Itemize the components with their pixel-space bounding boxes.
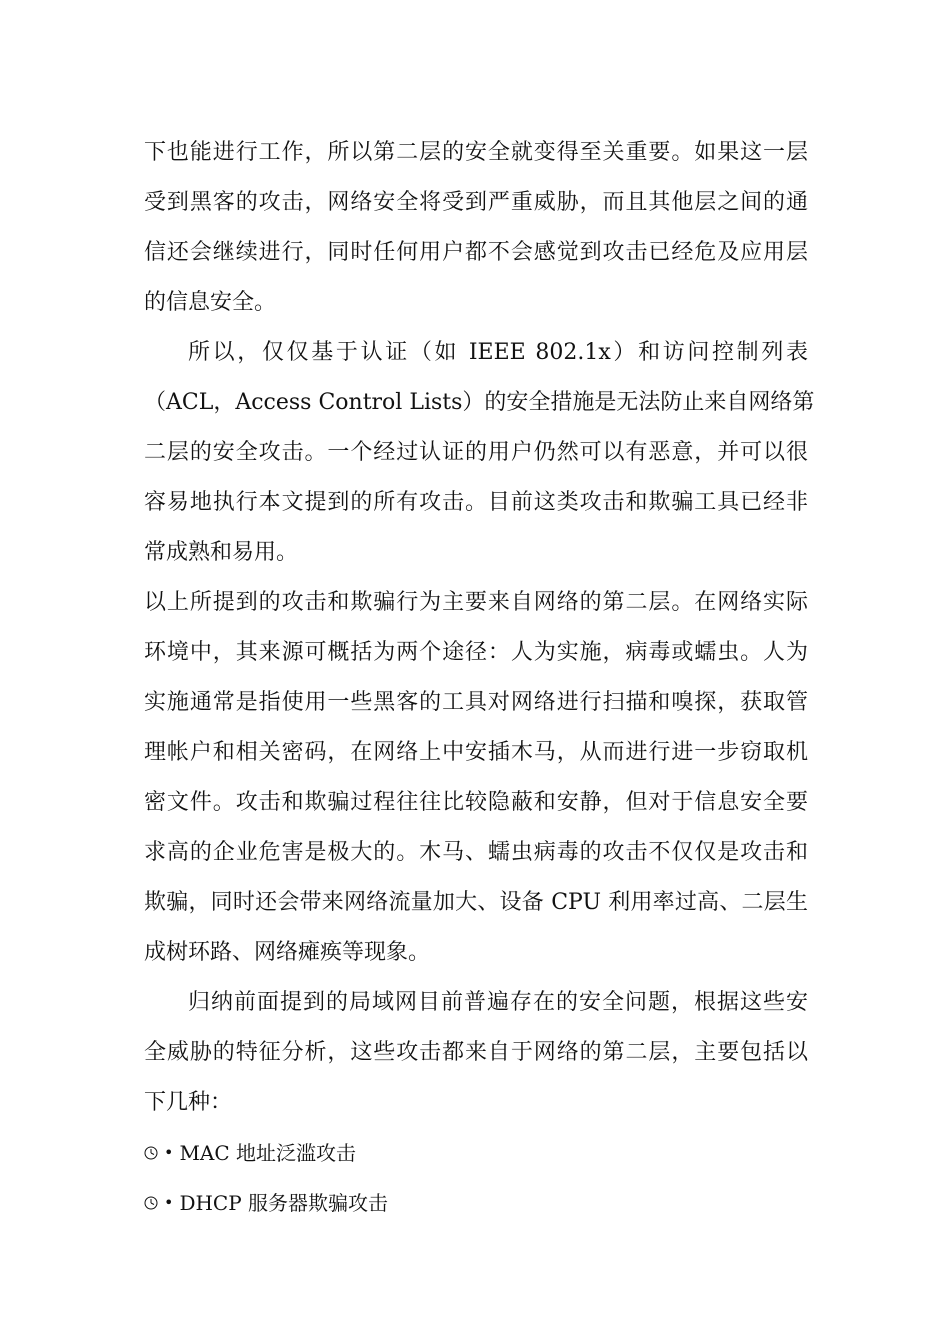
bullet-marker: • — [164, 1193, 174, 1212]
text-line: 欺骗，同时还会带来网络流量加大、设备 CPU 利用率过高、二层生 — [144, 890, 808, 915]
paragraph-1 — [144, 128, 808, 328]
bullet-list — [144, 1128, 808, 1228]
bullet-marker: • — [164, 1143, 174, 1162]
text-line: 成树环路、网络瘫痪等现象。 — [144, 940, 431, 965]
document-page — [144, 128, 815, 1228]
text-line: 受到黑客的攻击，网络安全将受到严重威胁，而且其他层之间的通 — [144, 190, 808, 215]
text-line: 容易地执行本文提到的所有攻击。目前这类攻击和欺骗工具已经非 — [144, 490, 808, 515]
text-line: 密文件。攻击和欺骗过程往往比较隐蔽和安静，但对于信息安全要 — [144, 790, 808, 815]
text-line: 所以，仅仅基于认证（如 IEEE 802.1x）和访问控制列表 — [188, 340, 808, 365]
text-line: 实施通常是指使用一些黑客的工具对网络进行扫描和嗅探，获取管 — [144, 690, 808, 715]
text-line: 以上所提到的攻击和欺骗行为主要来自网络的第二层。在网络实际 — [144, 590, 808, 615]
clock-icon — [144, 1146, 158, 1160]
clock-icon — [144, 1196, 158, 1210]
text-line: 归纳前面提到的局域网目前普遍存在的安全问题，根据这些安 — [188, 990, 808, 1015]
text-line: （ACL，Access Control Lists）的安全措施是无法防止来自网络第 — [144, 390, 815, 415]
text-line: 下也能进行工作，所以第二层的安全就变得至关重要。如果这一层 — [144, 140, 808, 165]
text-line: 理帐户和相关密码，在网络上中安插木马，从而进行进一步窃取机 — [144, 740, 808, 765]
text-line: 全威胁的特征分析，这些攻击都来自于网络的第二层，主要包括以 — [144, 1040, 808, 1065]
text-line: 求高的企业危害是极大的。木马、蠕虫病毒的攻击不仅仅是攻击和 — [144, 840, 808, 865]
text-line: 信还会继续进行，同时任何用户都不会感觉到攻击已经危及应用层 — [144, 240, 808, 265]
list-item-text: MAC 地址泛滥攻击 — [179, 1141, 357, 1165]
list-item-text: DHCP 服务器欺骗攻击 — [179, 1191, 389, 1215]
list-item — [144, 1128, 808, 1178]
paragraph-4 — [144, 978, 808, 1128]
text-line: 常成熟和易用。 — [144, 540, 299, 565]
list-item — [144, 1178, 808, 1228]
text-line: 环境中，其来源可概括为两个途径：人为实施，病毒或蠕虫。人为 — [144, 640, 808, 665]
paragraph-3 — [144, 578, 808, 978]
text-line: 下几种： — [144, 1090, 233, 1115]
text-line: 二层的安全攻击。一个经过认证的用户仍然可以有恶意，并可以很 — [144, 440, 808, 465]
text-line: 的信息安全。 — [144, 290, 277, 315]
paragraph-2 — [144, 328, 815, 578]
